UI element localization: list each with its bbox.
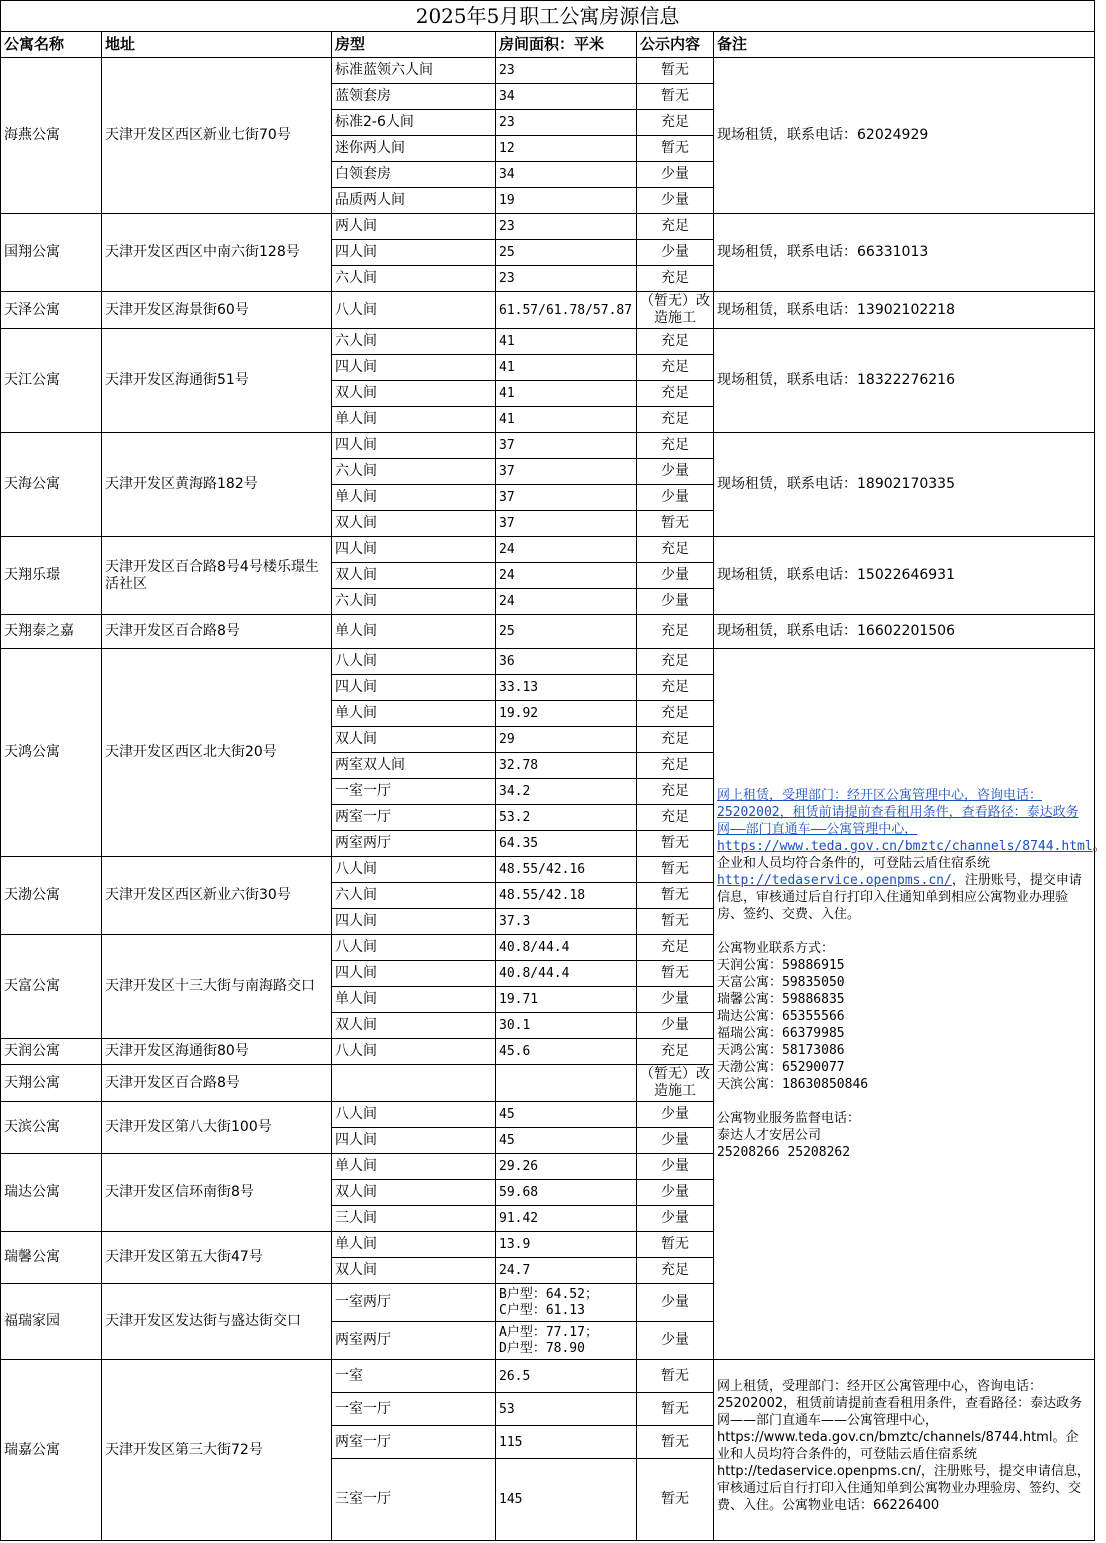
room-status: 充足	[637, 1258, 714, 1284]
room-type: 六人间	[332, 329, 496, 355]
apartment-name: 天翔公寓	[1, 1065, 102, 1102]
room-area-line: C户型：61.13	[499, 1302, 585, 1318]
room-type: 单人间	[332, 701, 496, 727]
header-apartment-name: 公寓名称	[1, 32, 102, 58]
room-area: 12	[496, 136, 637, 162]
room-status: 少量	[637, 1154, 714, 1180]
apartment-address: 天津开发区西区新业七街70号	[102, 58, 332, 214]
room-type: 双人间	[332, 1258, 496, 1284]
room-area: 26.5	[496, 1360, 637, 1393]
room-type: 八人间	[332, 857, 496, 883]
room-area: 34	[496, 162, 637, 188]
remark-note: 现场租赁，联系电话：16602201506	[714, 615, 1095, 649]
room-status: 暂无	[637, 511, 714, 537]
table-row	[1, 433, 1095, 459]
apartment-address: 天津开发区海通街51号	[102, 329, 332, 433]
header-address: 地址	[102, 32, 332, 58]
ruijia-note: 网上租赁，受理部门：经开区公寓管理中心，咨询电话：25202002，租赁前请提前查看租用条件，查看路径：泰达政务网——部门直通车——公寓管理中心，https://www.teda.gov.cn/bmztc/channels/8744.html。企业和人员均符合条件的，可登陆云盾住宿系统http://tedaservice.openpms.cn/，注册账号，提交申请信息，审核通过后自行打印入住通知单到公寓物业办理验房、签约、交费、入住。公寓物业电话：66226400	[714, 1360, 1095, 1541]
room-type: 标准蓝领六人间	[332, 58, 496, 84]
room-type: 单人间	[332, 1154, 496, 1180]
room-type: 六人间	[332, 883, 496, 909]
apartment-name: 福瑞家园	[1, 1284, 102, 1360]
room-status: 少量	[637, 459, 714, 485]
online-rental-text: 网上租赁，受理部门：经开区公寓管理中心，咨询电话：25202002，租赁前请提前查看租用条件，查看路径：泰达政务网——部门直通车——公寓管理中心，https://www.teda.gov.cn/bmztc/channels/8744.html。	[717, 788, 1106, 854]
room-status: 暂无	[637, 1393, 714, 1426]
apartment-name: 天富公寓	[1, 935, 102, 1039]
room-type: 八人间	[332, 292, 496, 329]
room-status: 充足	[637, 110, 714, 136]
room-type: 双人间	[332, 1013, 496, 1039]
room-area: 30.1	[496, 1013, 637, 1039]
header-room-area: 房间面积：平米	[496, 32, 637, 58]
room-status: 充足	[637, 805, 714, 831]
contact-line: 天渤公寓：65290077	[717, 1060, 845, 1075]
room-type: 六人间	[332, 266, 496, 292]
table-row	[1, 214, 1095, 240]
room-area: 13.9	[496, 1232, 637, 1258]
header-status: 公示内容	[637, 32, 714, 58]
room-status: 少量	[637, 987, 714, 1013]
room-type: 一室	[332, 1360, 496, 1393]
room-area: 25	[496, 615, 637, 649]
room-area: 37	[496, 433, 637, 459]
room-status: 充足	[637, 329, 714, 355]
online-rental-note	[714, 649, 1106, 1360]
room-type: 两室一厅	[332, 1426, 496, 1459]
room-area: 45	[496, 1128, 637, 1154]
supervise-company: 泰达人才安居公司	[717, 1128, 822, 1143]
room-area: 24	[496, 589, 637, 615]
room-area-line: D户型：78.90	[499, 1340, 585, 1356]
room-area: 23	[496, 110, 637, 136]
room-type: 四人间	[332, 355, 496, 381]
room-status: 少量	[637, 1013, 714, 1039]
apartment-address: 天津开发区百合路8号	[102, 615, 332, 649]
room-area: 40.8/44.4	[496, 935, 637, 961]
apartment-name: 天海公寓	[1, 433, 102, 537]
room-type: 四人间	[332, 433, 496, 459]
room-area: 61.57/61.78/57.87	[496, 292, 637, 329]
room-area: 37	[496, 511, 637, 537]
room-area: 53.2	[496, 805, 637, 831]
room-area: 41	[496, 329, 637, 355]
table-row	[1, 649, 1095, 675]
room-status: 暂无	[637, 84, 714, 110]
apartment-name: 天江公寓	[1, 329, 102, 433]
room-type: 两室两厅	[332, 1322, 496, 1360]
header-room-type: 房型	[332, 32, 496, 58]
room-area: 33.13	[496, 675, 637, 701]
room-type: 一室一厅	[332, 1393, 496, 1426]
contacts-title: 公寓物业联系方式：	[717, 941, 835, 956]
room-area: 145	[496, 1459, 637, 1541]
room-status: 充足	[637, 266, 714, 292]
apartment-name: 天渤公寓	[1, 857, 102, 935]
room-area: 45.6	[496, 1039, 637, 1065]
room-type: 四人间	[332, 675, 496, 701]
room-area: 32.78	[496, 753, 637, 779]
apartment-name: 天润公寓	[1, 1039, 102, 1065]
apartment-name: 天滨公寓	[1, 1102, 102, 1154]
room-status: （暂无）改造施工	[637, 1065, 714, 1102]
registration-text: 企业和人员均符合条件的，可登陆云盾住宿系统http://tedaservice.openpms.cn/，注册账号，提交申请信息，审核通过后自行打印入住通知单到相应公寓物业办理验房、签约、交费、入住。	[717, 856, 1082, 922]
table-row	[1, 58, 1095, 84]
apartment-address: 天津开发区第五大街47号	[102, 1232, 332, 1284]
contact-line: 福瑞公寓：66379985	[717, 1026, 845, 1041]
room-area: 41	[496, 381, 637, 407]
room-type: 八人间	[332, 935, 496, 961]
room-type: 四人间	[332, 537, 496, 563]
room-area: 24	[496, 563, 637, 589]
room-status: 充足	[637, 433, 714, 459]
room-area: 19.92	[496, 701, 637, 727]
room-type: 品质两人间	[332, 188, 496, 214]
room-area: 19.71	[496, 987, 637, 1013]
room-type: 四人间	[332, 961, 496, 987]
room-status: 暂无	[637, 909, 714, 935]
supervise-title: 公寓物业服务监督电话：	[717, 1111, 861, 1126]
apartment-name: 瑞嘉公寓	[1, 1360, 102, 1541]
room-type: 单人间	[332, 987, 496, 1013]
apartment-address: 天津开发区西区新业六街30号	[102, 857, 332, 935]
room-type: 四人间	[332, 1128, 496, 1154]
room-type: 八人间	[332, 1102, 496, 1128]
room-area: 29.26	[496, 1154, 637, 1180]
room-area	[496, 1065, 637, 1102]
apartment-address: 天津开发区黄海路182号	[102, 433, 332, 537]
contact-line: 天富公寓：59835050	[717, 975, 845, 990]
room-type: 蓝领套房	[332, 84, 496, 110]
room-area: 25	[496, 240, 637, 266]
room-status: 充足	[637, 779, 714, 805]
room-status: 少量	[637, 1284, 714, 1322]
apartment-address: 天津开发区第三大街72号	[102, 1360, 332, 1541]
room-status: 充足	[637, 407, 714, 433]
room-area: 41	[496, 355, 637, 381]
room-type: 四人间	[332, 240, 496, 266]
contact-line: 瑞馨公寓：59886835	[717, 992, 845, 1007]
room-type: 迷你两人间	[332, 136, 496, 162]
room-area: 23	[496, 58, 637, 84]
room-status: 暂无	[637, 961, 714, 987]
room-area: 23	[496, 214, 637, 240]
room-status: 充足	[637, 675, 714, 701]
remark-note: 现场租赁，联系电话：18322276216	[714, 329, 1095, 433]
room-status: 充足	[637, 615, 714, 649]
room-area: 37	[496, 485, 637, 511]
room-area: 53	[496, 1393, 637, 1426]
apartment-name: 天鸿公寓	[1, 649, 102, 857]
room-type: 八人间	[332, 1039, 496, 1065]
room-type: 两室两厅	[332, 831, 496, 857]
apartment-address: 天津开发区第八大街100号	[102, 1102, 332, 1154]
room-status: 少量	[637, 1102, 714, 1128]
room-type: 四人间	[332, 909, 496, 935]
teda-url-link[interactable]: https://www.teda.gov.cn/bmztc/channels/8744.html	[717, 839, 1093, 854]
room-type: 两人间	[332, 214, 496, 240]
room-status: 少量	[637, 1322, 714, 1360]
room-status: 少量	[637, 1180, 714, 1206]
apartment-address: 天津开发区百合路8号	[102, 1065, 332, 1102]
room-status: 暂无	[637, 831, 714, 857]
room-status: 少量	[637, 563, 714, 589]
room-area: 45	[496, 1102, 637, 1128]
room-status: 充足	[637, 1039, 714, 1065]
room-status: 暂无	[637, 1360, 714, 1393]
table-row	[1, 615, 1095, 649]
remark-note: 现场租赁，联系电话：62024929	[714, 58, 1095, 214]
room-status: 充足	[637, 935, 714, 961]
room-type: 双人间	[332, 1180, 496, 1206]
remark-note: 现场租赁，联系电话：18902170335	[714, 433, 1095, 537]
room-area: 34.2	[496, 779, 637, 805]
apartment-address: 天津开发区西区中南六街128号	[102, 214, 332, 292]
room-type: 单人间	[332, 615, 496, 649]
room-status: 充足	[637, 727, 714, 753]
room-status: 少量	[637, 240, 714, 266]
room-type: 双人间	[332, 381, 496, 407]
supervise-phones: 25208266 25208262	[717, 1145, 851, 1160]
room-status: 充足	[637, 355, 714, 381]
remark-note: 现场租赁，联系电话：13902102218	[714, 292, 1095, 329]
room-area-line: A户型：77.17；	[499, 1324, 598, 1340]
apartment-name: 瑞馨公寓	[1, 1232, 102, 1284]
room-area: 24.7	[496, 1258, 637, 1284]
room-area: 59.68	[496, 1180, 637, 1206]
apartment-address: 天津开发区百合路8号4号楼乐璟生活社区	[102, 537, 332, 615]
room-status: 少量	[637, 1206, 714, 1232]
room-status: 暂无	[637, 58, 714, 84]
room-status: 暂无	[637, 857, 714, 883]
apartment-name: 天翔乐璟	[1, 537, 102, 615]
room-type: 双人间	[332, 727, 496, 753]
room-area: 36	[496, 649, 637, 675]
apartment-address: 天津开发区海通街80号	[102, 1039, 332, 1065]
apartment-address: 天津开发区发达街与盛达街交口	[102, 1284, 332, 1360]
room-status: 少量	[637, 188, 714, 214]
system-url-link[interactable]: http://tedaservice.openpms.cn/	[717, 873, 952, 888]
room-area	[496, 1284, 637, 1322]
apartment-name: 国翔公寓	[1, 214, 102, 292]
room-area: 48.55/42.18	[496, 883, 637, 909]
room-type: 六人间	[332, 459, 496, 485]
room-status: 充足	[637, 537, 714, 563]
sheet-title: 2025年5月职工公寓房源信息	[1, 1, 1095, 32]
room-area: 91.42	[496, 1206, 637, 1232]
room-status: 充足	[637, 753, 714, 779]
remark-note: 现场租赁，联系电话：66331013	[714, 214, 1095, 292]
room-area: 29	[496, 727, 637, 753]
room-type: 单人间	[332, 407, 496, 433]
apartment-name: 海燕公寓	[1, 58, 102, 214]
contact-line: 瑞达公寓：65355566	[717, 1009, 845, 1024]
room-type: 单人间	[332, 485, 496, 511]
room-status: 充足	[637, 214, 714, 240]
room-type: 八人间	[332, 649, 496, 675]
room-status: 充足	[637, 381, 714, 407]
room-status: 暂无	[637, 136, 714, 162]
room-area	[496, 1322, 637, 1360]
apartment-address: 天津开发区西区北大街20号	[102, 649, 332, 857]
room-area-line: B户型：64.52；	[499, 1286, 598, 1302]
remark-note: 现场租赁，联系电话：15022646931	[714, 537, 1095, 615]
room-area: 19	[496, 188, 637, 214]
room-type: 一室两厅	[332, 1284, 496, 1322]
room-status: （暂无）改造施工	[637, 292, 714, 329]
room-status: 少量	[637, 485, 714, 511]
room-area: 37.3	[496, 909, 637, 935]
room-type: 双人间	[332, 511, 496, 537]
room-area: 40.8/44.4	[496, 961, 637, 987]
room-status: 少量	[637, 589, 714, 615]
apartment-name: 瑞达公寓	[1, 1154, 102, 1232]
room-type: 白领套房	[332, 162, 496, 188]
room-type: 两室双人间	[332, 753, 496, 779]
room-status: 暂无	[637, 883, 714, 909]
room-type: 一室一厅	[332, 779, 496, 805]
room-type	[332, 1065, 496, 1102]
table-row	[1, 292, 1095, 329]
room-status: 暂无	[637, 1426, 714, 1459]
apartment-address: 天津开发区海景街60号	[102, 292, 332, 329]
room-status: 充足	[637, 649, 714, 675]
room-area: 64.35	[496, 831, 637, 857]
table-row	[1, 1360, 1095, 1393]
room-area: 23	[496, 266, 637, 292]
apartment-name: 天翔泰之嘉	[1, 615, 102, 649]
apartment-address: 天津开发区十三大街与南海路交口	[102, 935, 332, 1039]
room-area: 37	[496, 459, 637, 485]
room-status: 充足	[637, 701, 714, 727]
room-type: 双人间	[332, 563, 496, 589]
room-area: 34	[496, 84, 637, 110]
room-type: 三室一厅	[332, 1459, 496, 1541]
contact-line: 天鸿公寓：58173086	[717, 1043, 845, 1058]
room-area: 24	[496, 537, 637, 563]
online-rental-link[interactable]: 网上租赁，受理部门：经开区公寓管理中心，咨询电话：25202002，租赁前请提前查看租用条件，查看路径：泰达政务网——部门直通车——公寓管理中心，	[717, 788, 1079, 837]
room-type: 单人间	[332, 1232, 496, 1258]
contact-line: 天滨公寓：18630850846	[717, 1077, 869, 1092]
room-type: 六人间	[332, 589, 496, 615]
room-status: 暂无	[637, 1459, 714, 1541]
header-remarks: 备注	[714, 32, 1095, 58]
room-type: 三人间	[332, 1206, 496, 1232]
room-area: 115	[496, 1426, 637, 1459]
room-type: 标准2-6人间	[332, 110, 496, 136]
apartment-address: 天津开发区信环南街8号	[102, 1154, 332, 1232]
contact-line: 天润公寓：59886915	[717, 958, 845, 973]
table-row	[1, 329, 1095, 355]
room-area: 48.55/42.16	[496, 857, 637, 883]
room-type: 两室一厅	[332, 805, 496, 831]
room-status: 少量	[637, 162, 714, 188]
apartment-name: 天泽公寓	[1, 292, 102, 329]
table-row	[1, 537, 1095, 563]
room-status: 暂无	[637, 1232, 714, 1258]
room-status: 少量	[637, 1128, 714, 1154]
room-area: 41	[496, 407, 637, 433]
